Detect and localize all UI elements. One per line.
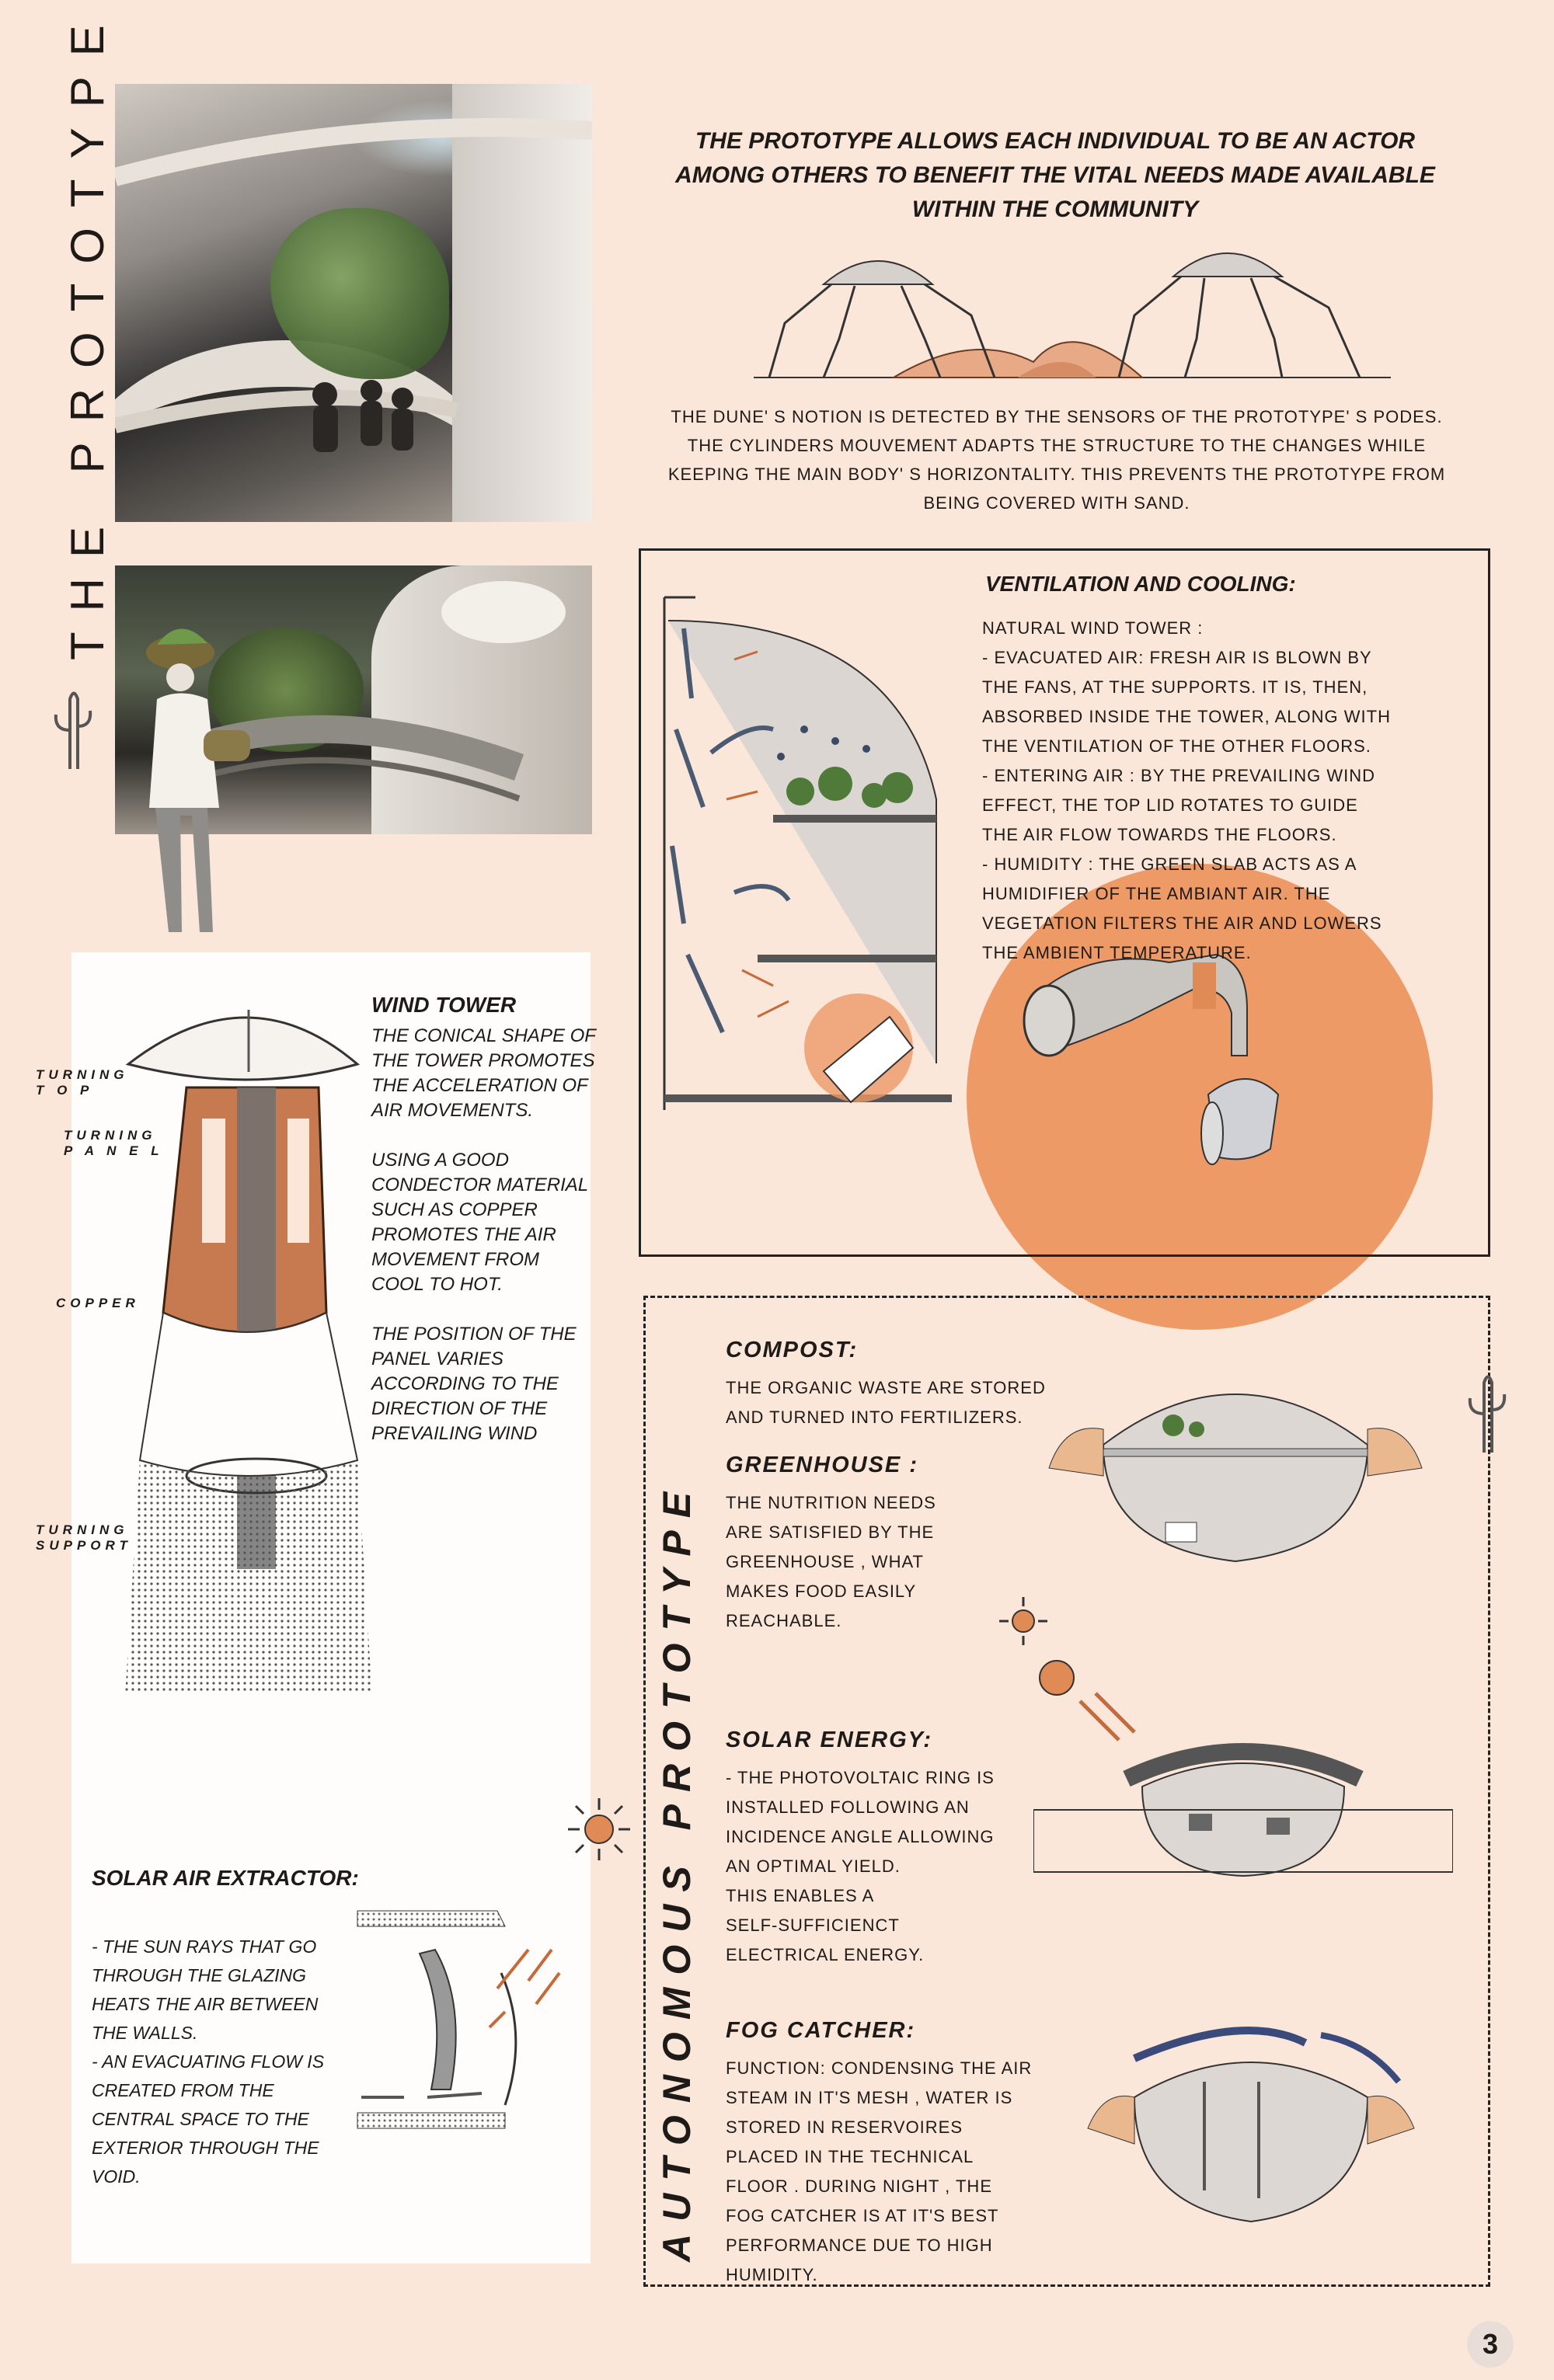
autonomous-prototype-title: AUTONOMOUS PROTOTYPE (655, 1479, 699, 2262)
solar-energy-description: - THE PHOTOVOLTAIC RING IS INSTALLED FOLLOWING AN INCIDENCE ANGLE ALLOWING AN OPTIMAL YIELD. THIS ENABLES A SELF-SUFFICIENCT ELECTRICAL ENERGY. (726, 1768, 995, 1964)
greenhouse-description: THE NUTRITION NEEDS ARE SATISFIED BY THE GREENHOUSE , WHAT MAKES FOOD EASILY REACHABLE. (726, 1493, 936, 1630)
compost-title: COMPOST: (726, 1338, 859, 1362)
wind-tower-sketch (93, 979, 373, 1693)
compost-greenhouse-sketch (1041, 1352, 1430, 1569)
solar-air-extractor-sketch (350, 1895, 598, 2152)
greenhouse-title: GREENHOUSE : (726, 1453, 918, 1477)
spider-prototypes-sketch (738, 222, 1406, 393)
cactus-icon-2 (1461, 1367, 1515, 1460)
ventilation-section-sketch (649, 566, 975, 1133)
ventilation-title: VENTILATION AND COOLING: (985, 572, 1296, 596)
wind-tower-title: WIND TOWER (371, 993, 517, 1017)
fog-catcher-description: FUNCTION: CONDENSING THE AIR STEAM IN IT'S MESH , WATER IS STORED IN RESERVOIRES PLACED IN THE TECHNICAL FLOOR . DURING NIGHT , THE FOG CATCHER IS AT IT'S BEST PERFORMANCE DUE TO HIGH HUMIDITY. (726, 2058, 1033, 2284)
compost-description: THE ORGANIC WASTE ARE STORED AND TURNED INTO FERTILIZERS. (726, 1378, 1046, 1427)
ventilation-description: NATURAL WIND TOWER : - EVACUATED AIR: FRESH AIR IS BLOWN BY THE FANS, AT THE SUPPORTS. IT IS, THEN, ABSORBED INSIDE THE TOWER, ALONG WITH THE VENTILATION OF THE OTHER FLOORS. - ENTERING AIR : BY THE PREVAILING WIND EFFECT, THE TOP LID ROTATES TO GUIDE THE AIR FLOW TOWARDS THE FLOORS. - HUMIDITY : THE GREEN SLAB ACTS AS A HUMIDIFIER OF THE AMBIANT AIR. THE VEGETATION FILTERS THE AIR AND LOWERS THE AMBIENT TEMPERATURE. (982, 618, 1391, 962)
fog-catcher-title: FOG CATCHER: (726, 2018, 916, 2043)
page-number: 3 (1467, 2321, 1514, 2368)
label-turning-support: TURNING SUPPORT (36, 1522, 132, 1553)
fog-catcher-sketch (1072, 2012, 1430, 2229)
interior-render-1 (115, 84, 592, 522)
dune-description: THE DUNE' S NOTION IS DETECTED BY THE SENSORS OF THE PROTOTYPE' S PODES. THE CYLINDERS MOUVEMENT ADAPTS THE STRUCTURE TO THE CHANGES WHILE KEEPING THE MAIN BODY' S HORIZONTALITY. THIS PREVENTS THE PROTOTYPE FROM BEING COVERED WITH SAND. (667, 407, 1446, 513)
label-copper: COPPER (56, 1296, 140, 1310)
cactus-icon (47, 684, 101, 777)
solar-air-extractor-title: SOLAR AIR EXTRACTOR: (92, 1866, 359, 1890)
wind-tower-description: THE CONICAL SHAPE OF THE TOWER PROMOTES THE ACCELERATION OF AIR MOVEMENTS. USING A GOOD CONDECTOR MATERIAL SUCH AS COPPER PROMOTES THE AIR MOVEMENT FROM COOL TO HOT. THE POSITION OF THE PANEL VARIES ACCORDING TO THE DIRECTION OF THE PREVAILING WIND (371, 1025, 596, 1444)
label-turning-panel: TURNING P A N E L (64, 1128, 164, 1158)
label-turning-top: TURNING T O P (36, 1067, 129, 1098)
solar-air-extractor-description: - THE SUN RAYS THAT GO THROUGH THE GLAZING HEATS THE AIR BETWEEN THE WALLS. - AN EVACUATING FLOW IS CREATED FROM THE CENTRAL SPACE TO THE EXTERIOR THROUGH THE VOID. (92, 1936, 325, 2187)
person-figure (134, 614, 250, 940)
sun-icon-small (996, 1594, 1051, 1648)
sun-icon (564, 1794, 634, 1864)
solar-energy-sketch (1033, 1655, 1453, 1880)
solar-energy-title: SOLAR ENERGY: (726, 1728, 933, 1752)
headline: THE PROTOTYPE ALLOWS EACH INDIVIDUAL TO BE AN ACTOR AMONG OTHERS TO BENEFIT THE VITAL NEEDS MADE AVAILABLE WITHIN THE COMMUNITY (675, 128, 1435, 222)
sidebar-title: THE PROTOTYPE (61, 5, 113, 660)
